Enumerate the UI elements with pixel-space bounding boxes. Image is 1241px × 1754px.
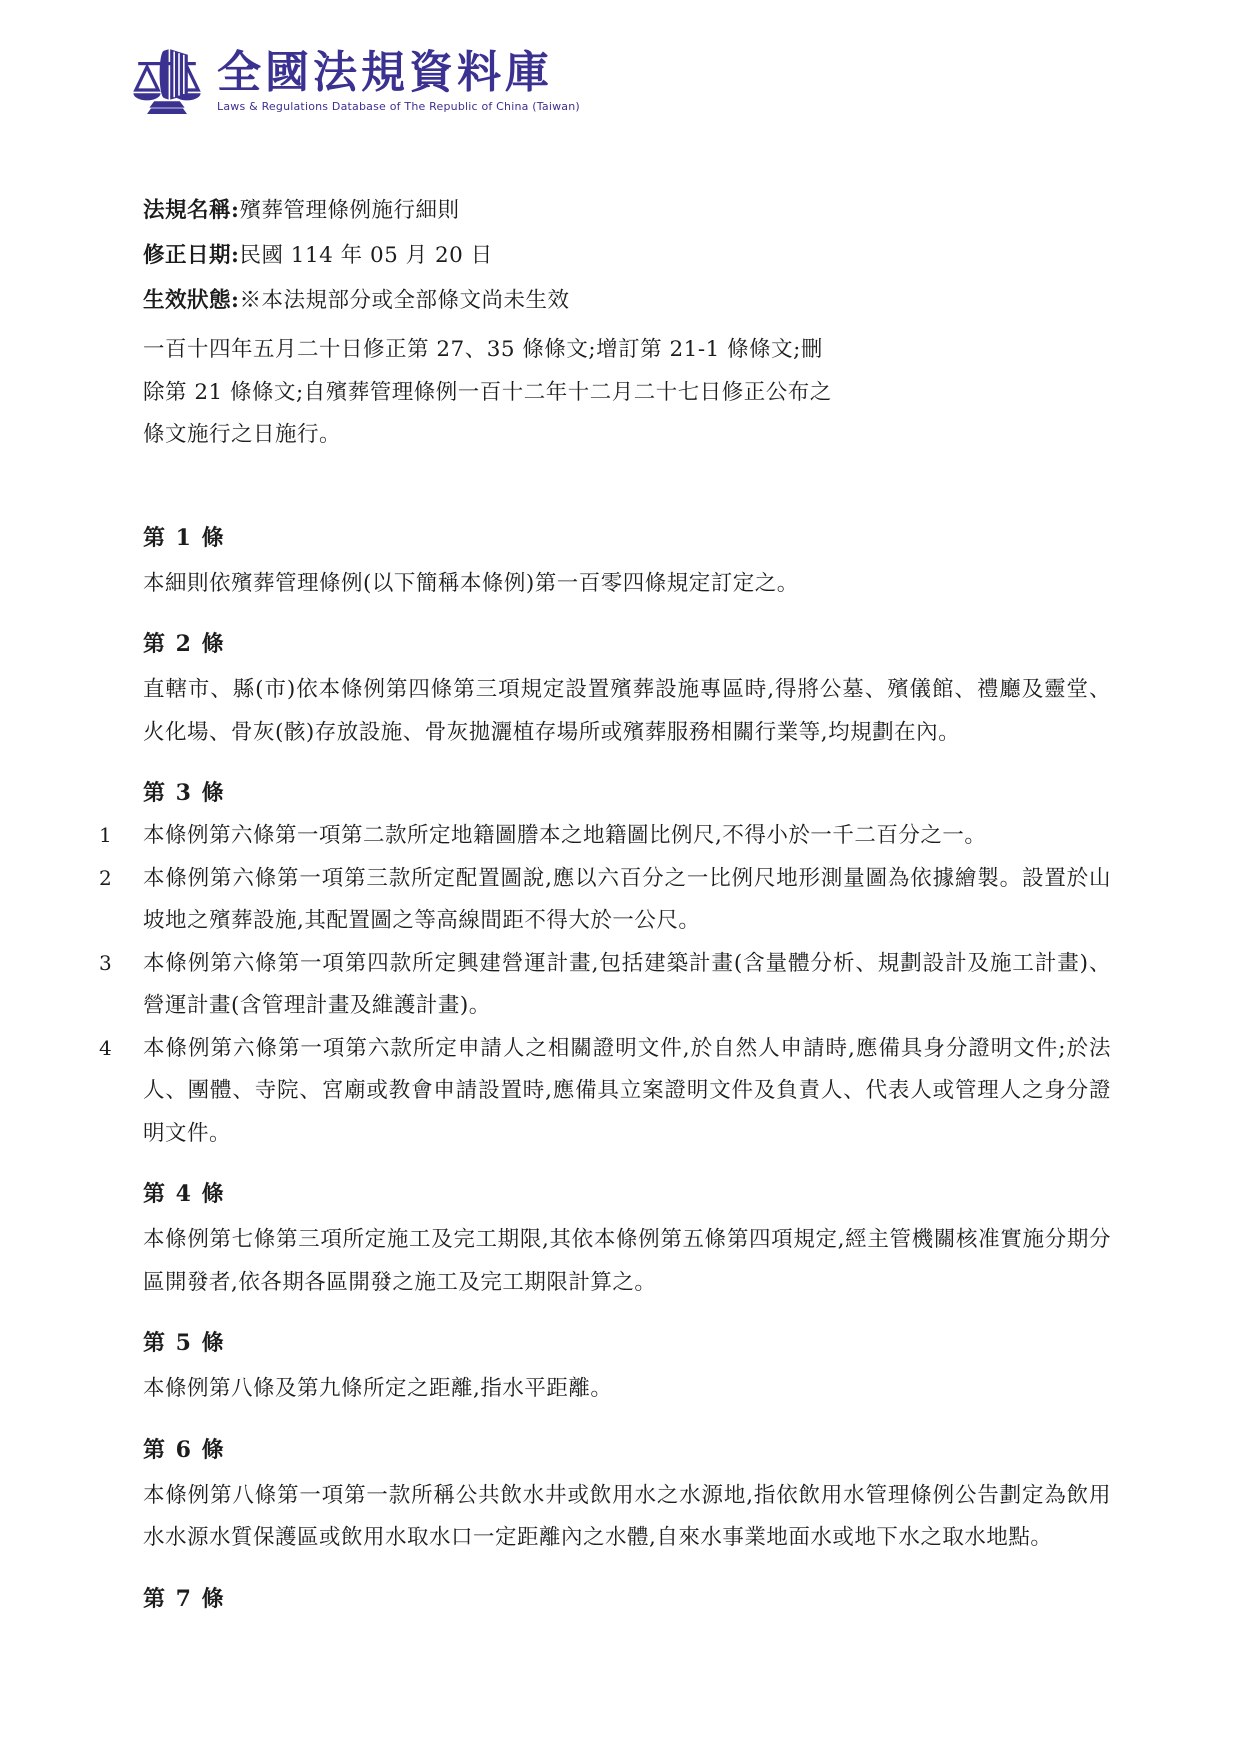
numbered-paragraph [99,943,1111,1028]
article-paragraph: 本條例第八條第一項第一款所稱公共飲水井或飲用水之水源地,指依飲用水管理條例公告劃定為飲用水水源水質保護區或飲用水取水口一定距離內之水體,自來水事業地面水或地下水之取水地點。 [143,1482,1111,1550]
article-1 [143,516,1111,606]
article-paragraph: 直轄市、縣(市)依本條例第四條第三項規定設置殯葬設施專區時,得將公墓、殯儀館、禮廳及靈堂、火化場、骨灰(骸)存放設施、骨灰拋灑植存場所或殯葬服務相關行業等,均規劃在內。 [143,677,1111,745]
article-heading: 第 5 條 [143,1330,226,1356]
article-heading: 第 7 條 [143,1585,226,1612]
amendment-note-line: 條文施行之日施行。 [143,422,342,447]
meta-status [143,278,1111,323]
meta-law-name [143,188,1111,233]
amendment-note-line: 一百十四年五月二十日修正第 27、35 條條文;增訂第 21-1 條條文;刪 [143,337,823,362]
meta-amend-date [143,233,1111,278]
article-2 [143,622,1111,754]
article-paragraph: 本條例第六條第一項第六款所定申請人之相關證明文件,於自然人申請時,應備具身分證明文件;於法人、團體、寺院、宮廟或教會申請設置時,應備具立案證明文件及負責人、代表人或管理人之身分證明文件。 [143,1035,1111,1146]
article-heading: 第 2 條 [143,631,226,657]
article-heading: 第 4 條 [143,1181,226,1207]
numbered-paragraph [99,1028,1111,1156]
meta-status-label: 生效狀態: [143,288,240,313]
article-heading: 第 1 條 [143,524,226,551]
article-paragraph: 本條例第六條第一項第三款所定配置圖說,應以六百分之一比例尺地形測量圖為依據繪製。設置於山坡地之殯葬設施,其配置圖之等高線間距不得大於一公尺。 [143,865,1111,933]
numbered-paragraph [99,858,1111,943]
meta-amend-date-label: 修正日期: [143,243,240,268]
article-5 [143,1321,1111,1411]
logo-title: 全國法規資料庫 [217,47,553,98]
meta-status-value: ※本法規部分或全部條文尚未生效 [239,288,570,313]
paragraph-number: 3 [99,950,112,975]
meta-law-name-value: 殯葬管理條例施行細則 [239,198,460,223]
article-heading: 第 3 條 [143,780,226,806]
article-paragraph: 本條例第七條第三項所定施工及完工期限,其依本條例第五條第四項規定,經主管機關核准實施分期分區開發者,依各期各區開發之施工及完工期限計算之。 [143,1227,1111,1295]
paragraph-number: 2 [99,865,112,890]
article-4 [143,1172,1111,1304]
paragraph-number: 1 [99,823,112,847]
logo-text [217,46,580,113]
site-logo[interactable] [127,46,580,118]
amendment-note [143,329,1111,457]
article-paragraph: 本條例第八條及第九條所定之距離,指水平距離。 [143,1376,613,1401]
article-paragraph: 本細則依殯葬管理條例(以下簡稱本條例)第一百零四條規定訂定之。 [143,570,799,596]
amendment-note-line: 除第 21 條條文;自殯葬管理條例一百十二年十二月二十七日修正公布之 [143,379,832,405]
law-document-content [99,188,1111,1621]
article-heading: 第 6 條 [143,1436,226,1463]
scales-book-logo-icon [127,46,207,118]
article-6 [143,1428,1111,1560]
article-paragraph: 本條例第六條第一項第四款所定興建營運計畫,包括建築計畫(含量體分析、規劃設計及施工計畫)、營運計畫(含管理計畫及維護計畫)。 [143,950,1111,1018]
article-paragraph: 本條例第六條第一項第二款所定地籍圖謄本之地籍圖比例尺,不得小於一千二百分之一。 [143,823,987,848]
meta-law-name-label: 法規名稱: [143,198,240,223]
meta-amend-date-value: 民國 114 年 05 月 20 日 [239,243,493,268]
law-meta [143,188,1111,323]
numbered-paragraph [99,815,1111,858]
article-3 [99,771,1111,1155]
logo-subtitle: Laws & Regulations Database of The Republic of China (Taiwan) [217,100,580,114]
paragraph-number: 4 [99,1035,112,1060]
article-7 [143,1577,1111,1621]
